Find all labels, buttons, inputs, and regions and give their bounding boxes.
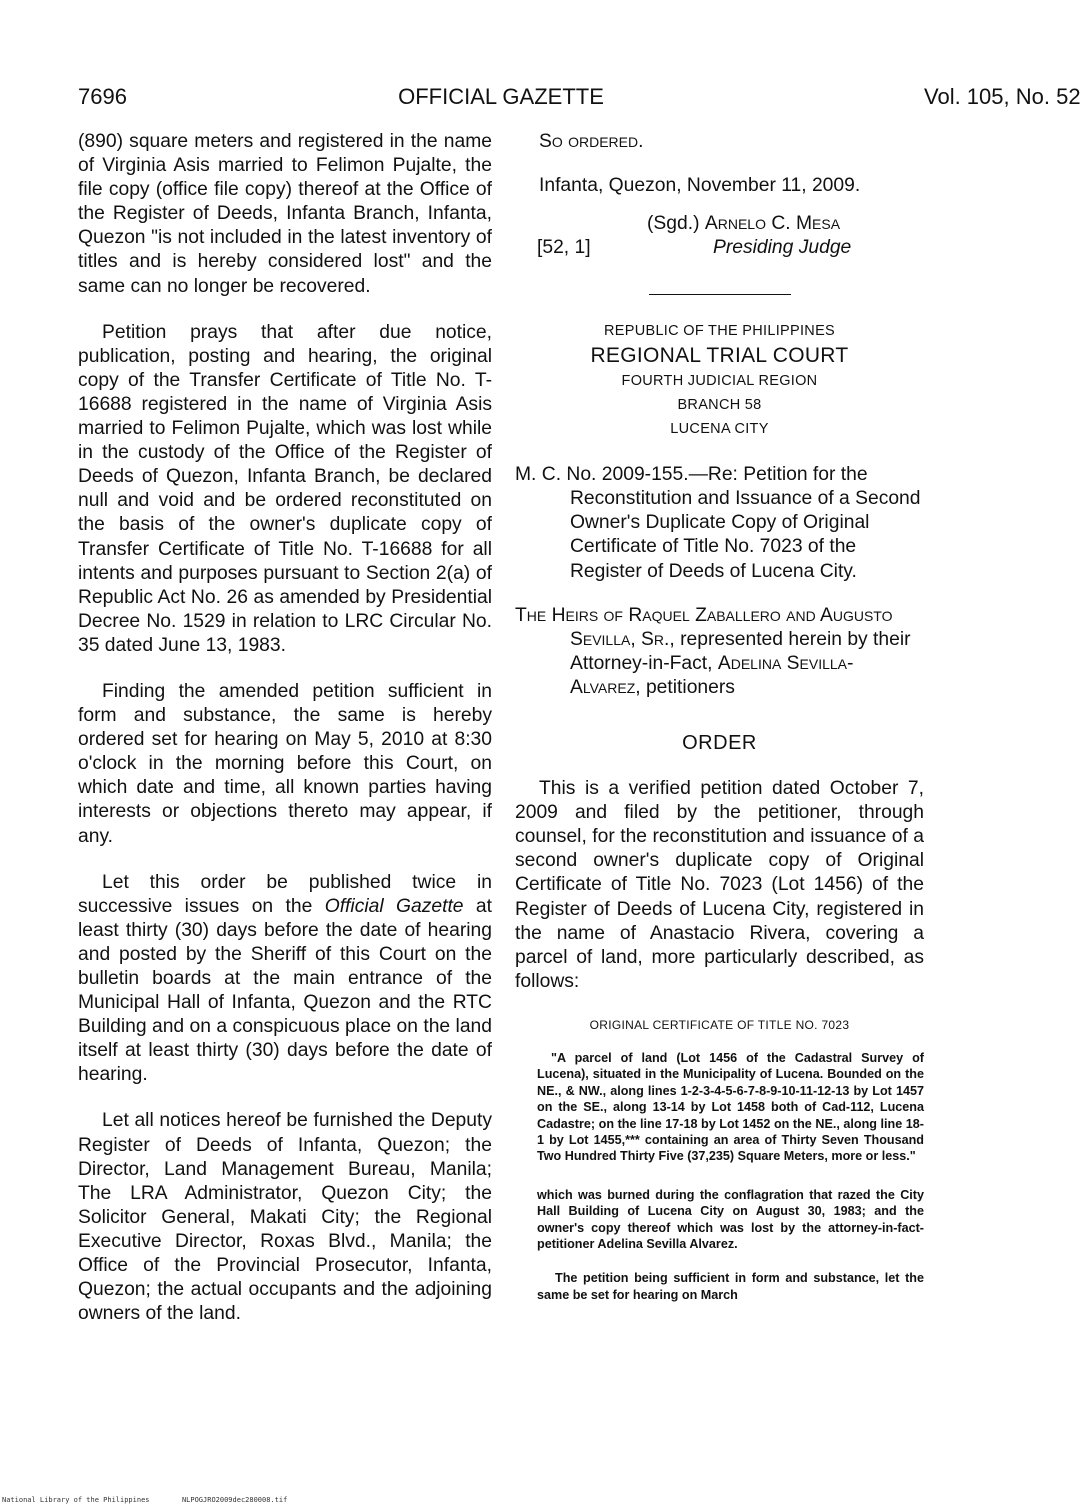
- paragraph-publication: Let this order be published twice in successive issues on the Official Gazette at least thirty (30) days before the date of hearing and posted by the Sheriff of this Court on the bulletin boards at the main entrance of the Municipal Hall of Infanta, Quezon and the RTC Building and on a conspicuous place on the land itself at least thirty (30) days before the date of hearing.: [78, 871, 492, 1086]
- judge-title: Presiding Judge: [713, 237, 852, 259]
- paragraph-hearing-set: Finding the amended petition sufficient in form and substance, the same is hereby ordered set for hearing on May 5, 2010 at 8:30 o'clock in the morning before this Court, on which date and time, all known parties having interests or objections thereto may appear, if any.: [78, 680, 492, 847]
- so-ordered: So ordered.: [539, 131, 644, 152]
- paragraph-notices: Let all notices hereof be furnished the Deputy Register of Deeds of Infanta, Quezon; the Director, Land Management Bureau, Manila; The LRA Administrator, Quezon City; the Solicitor General, Makati City; the Regional Executive Director, Roxas Blvd., Manila; the Office of the Provincial Prosecutor, Infanta, Quezon; the actual occupants and the adjoining owners of the land.: [78, 1110, 492, 1325]
- signature-block: [515, 208, 924, 260]
- case-parties: The Heirs of Raquel Zaballero and Augusto Sevilla, Sr., represented herein by their Attorney-in-Fact, Adelina Sevilla-Alvarez, petitioners: [515, 604, 911, 698]
- land-description-quote: "A parcel of land (Lot 1456 of the Cadastral Survey of Lucena), situated in the Municipality of Lucena. Bounded on the NE., & NW., along lines 1-2-3-4-5-6-7-8-9-10-11-12-13 by Lot 1457 on the SE., along 13-14 by Lot 1458 both of Cad-112, Lucena Cadastre; on the line 17-18 by Lot 1452 on the NE., along line 18-1 by Lot 1455,*** containing an area of Thirty Seven Thousand Two Hundred Thirty Five (37,235) Square Meters, more or less.": [537, 1050, 924, 1164]
- quote-title: ORIGINAL CERTIFICATE OF TITLE NO. 7023: [589, 1017, 850, 1032]
- order-heading: ORDER: [682, 732, 757, 755]
- place-date: Infanta, Quezon, November 11, 2009.: [539, 175, 861, 197]
- case-number: M. C. No. 2009-155.—Re: Petition for the Reconstitution and Issuance of a Second Owner's Duplicate Copy of Original Certificate of Title No. 7023 of the Register of Deeds of Lucena City.: [515, 464, 921, 582]
- court-heading: [515, 319, 924, 441]
- reference-number: [52, 1]: [537, 237, 591, 259]
- court-branch: BRANCH 58: [677, 397, 762, 414]
- hearing-paragraph: The petition being sufficient in form and substance, let the same be set for hearing on March: [537, 1271, 924, 1302]
- court-name: REGIONAL TRIAL COURT: [590, 344, 849, 368]
- page-header: 7696 OFFICIAL GAZETTE Vol. 105, No. 52: [78, 84, 1081, 109]
- section-divider: [649, 294, 791, 295]
- right-column: [515, 130, 924, 1303]
- after-quote-paragraph: which was burned during the conflagration that razed the City Hall Building of Lucena City on August 30, 1983; and the owner's copy thereof which was lost by the attorney-in-fact-petitioner Adelina Sevilla Alvarez.: [537, 1187, 924, 1251]
- page-number: 7696: [78, 84, 127, 109]
- publication-title: OFFICIAL GAZETTE: [398, 84, 604, 109]
- court-region: FOURTH JUDICIAL REGION: [621, 373, 818, 390]
- court-country: REPUBLIC OF THE PHILIPPINES: [603, 323, 836, 340]
- footer-library: National Library of the Philippines: [2, 1496, 150, 1504]
- paragraph-lost-title: (890) square meters and registered in the name of Virginia Asis married to Felimon Pujalte, the file copy (office file copy) thereof at the Office of the Register of Deeds, Infanta Branch, Infanta, Quezon "is not included in the latest inventory of titles and is hereby considered lost" and the same can no longer be recovered.: [78, 131, 492, 297]
- judge-signature: (Sgd.) Arnelo C. Mesa: [647, 213, 841, 235]
- footer-filename: NLPOGJRO2009dec280008.tif: [181, 1496, 288, 1504]
- left-column: [78, 130, 492, 1326]
- paragraph-petition-prays: Petition prays that after due notice, publication, posting and hearing, the original copy of the Transfer Certificate of Title No. T-16688 registered in the name of Virginia Asis married to Felimon Pujalte, which was lost while in the custody of the Office of the Register of Deeds of Quezon, Infanta Branch, be declared null and void and be ordered reconstituted on the basis of the owner's duplicate copy of Transfer Certificate of Title No. T-16688 for all intents and purposes pursuant to Section 2(a) of Republic Act No. 26 as amended by Presidential Decree No. 1529 in relation to LRC Circular No. 35 dated June 13, 1983.: [78, 321, 492, 656]
- gazette-name: Official Gazette: [324, 895, 464, 917]
- court-city: LUCENA CITY: [670, 421, 769, 438]
- order-paragraph: This is a verified petition dated October 7, 2009 and filed by the petitioner, through counsel, for the reconstitution and issuance of a second owner's duplicate copy of Original Certificate of Title No. 7023 (Lot 1456) of the Register of Deeds of Lucena City, registered in the name of Anastacio Rivera, covering a parcel of land, more particularly described, as follows:: [515, 778, 924, 992]
- scan-footer: [2, 1496, 287, 1504]
